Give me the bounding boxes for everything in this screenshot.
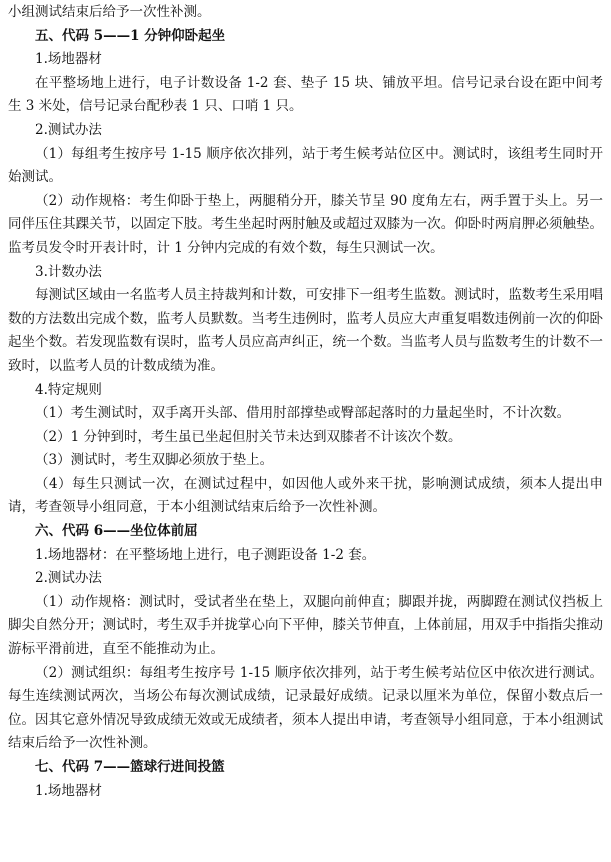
paragraph-rule-1: （1）考生测试时，双手离开头部、借用肘部撑垫或臀部起落时的力量起坐时，不计次数。 xyxy=(35,405,571,422)
paragraph-method-2: （2）动作规格：考生仰卧于垫上，两腿稍分开，膝关节呈 90 度角左右，两手置于头上。另一同伴压住其踝关节，以固定下肢。考生坐起时两肘触及或超过双膝为一次。仰卧时两肩胛必须触垫。监考员发令时开表计时，计 1 分钟内完成的有效个数，每生只测试一次。 xyxy=(8,192,603,256)
paragraph-method-1: （1）每组考生按序号 1-15 顺序依次排列，站于考生候考站位区中。测试时，该组考生同时开始测试。 xyxy=(8,145,603,186)
subheading-rules: 4.特定规则 xyxy=(35,381,102,398)
paragraph-rule-3: （3）测试时，考生双脚必须放于垫上。 xyxy=(35,452,274,469)
paragraph-rule-4: （4）每生只测试一次，在测试过程中，如因他人或外来干扰，影响测试成绩，须本人提出申请，考查领导小组同意，于本小组测试结束后给予一次性补测。 xyxy=(8,475,603,516)
section-heading-6: 六、代码 6——坐位体前屈 xyxy=(35,523,198,540)
subheading-equipment-7: 1.场地器材 xyxy=(35,782,102,799)
subheading-test-method: 2.测试办法 xyxy=(35,121,102,138)
subheading-counting: 3.计数办法 xyxy=(35,263,102,280)
subheading-equipment-6: 1.场地器材：在平整场地上进行，电子测距设备 1-2 套。 xyxy=(35,546,376,563)
subheading-equipment: 1.场地器材 xyxy=(35,51,102,68)
paragraph-method-6-1: （1）动作规格：测试时，受试者坐在垫上，双腿向前伸直；脚跟并拢，两脚蹬在测试仪挡板上脚尖自然分开；测试时，考生双手并拢掌心向下平伸，膝关节伸直，上体前屈，用双手中指指尖推动游标平滑前进，直至不能推动为止。 xyxy=(8,593,603,658)
paragraph-continuation: 小组测试结束后给予一次性补测。 xyxy=(8,4,211,20)
paragraph-rule-2: （2）1 分钟到时，考生虽已坐起但肘关节未达到双膝者不计该次个数。 xyxy=(35,428,462,445)
paragraph-counting: 每测试区域由一名监考人员主持裁判和计数，可安排下一组考生监数。测试时，监数考生采用唱数的方法数出完成个数，监考人员默数。当考生违例时，监考人员应大声重复唱数违例前一次的仰卧起坐个数。若发现监数有误时，监考人员应高声纠正，统一个数。当监考人员与监数考生的计数不一致时，以监考人员的计数成绩为准。 xyxy=(8,287,603,374)
section-heading-5: 五、代码 5——1 分钟仰卧起坐 xyxy=(35,27,226,44)
paragraph-equipment: 在平整场地上进行，电子计数设备 1-2 套、垫子 15 块、铺放平坦。信号记录台设在距中间考生 3 米处，信号记录台配秒表 1 只、口哨 1 只。 xyxy=(8,74,603,115)
section-heading-7: 七、代码 7——篮球行进间投篮 xyxy=(35,759,225,775)
subheading-test-method-6: 2.测试办法 xyxy=(35,570,102,587)
paragraph-method-6-2: （2）测试组织：每组考生按序号 1-15 顺序依次排列，站于考生候考站位区中依次进行测试。每生连续测试两次，当场公布每次测试成绩，记录最好成绩。记录以厘米为单位，保留小数点后一位。因其它意外情况导致成绩无效或无成绩者，须本人提出申请，考查领导小组同意，于本小组测试结束后给予一次性补测。 xyxy=(8,664,603,752)
